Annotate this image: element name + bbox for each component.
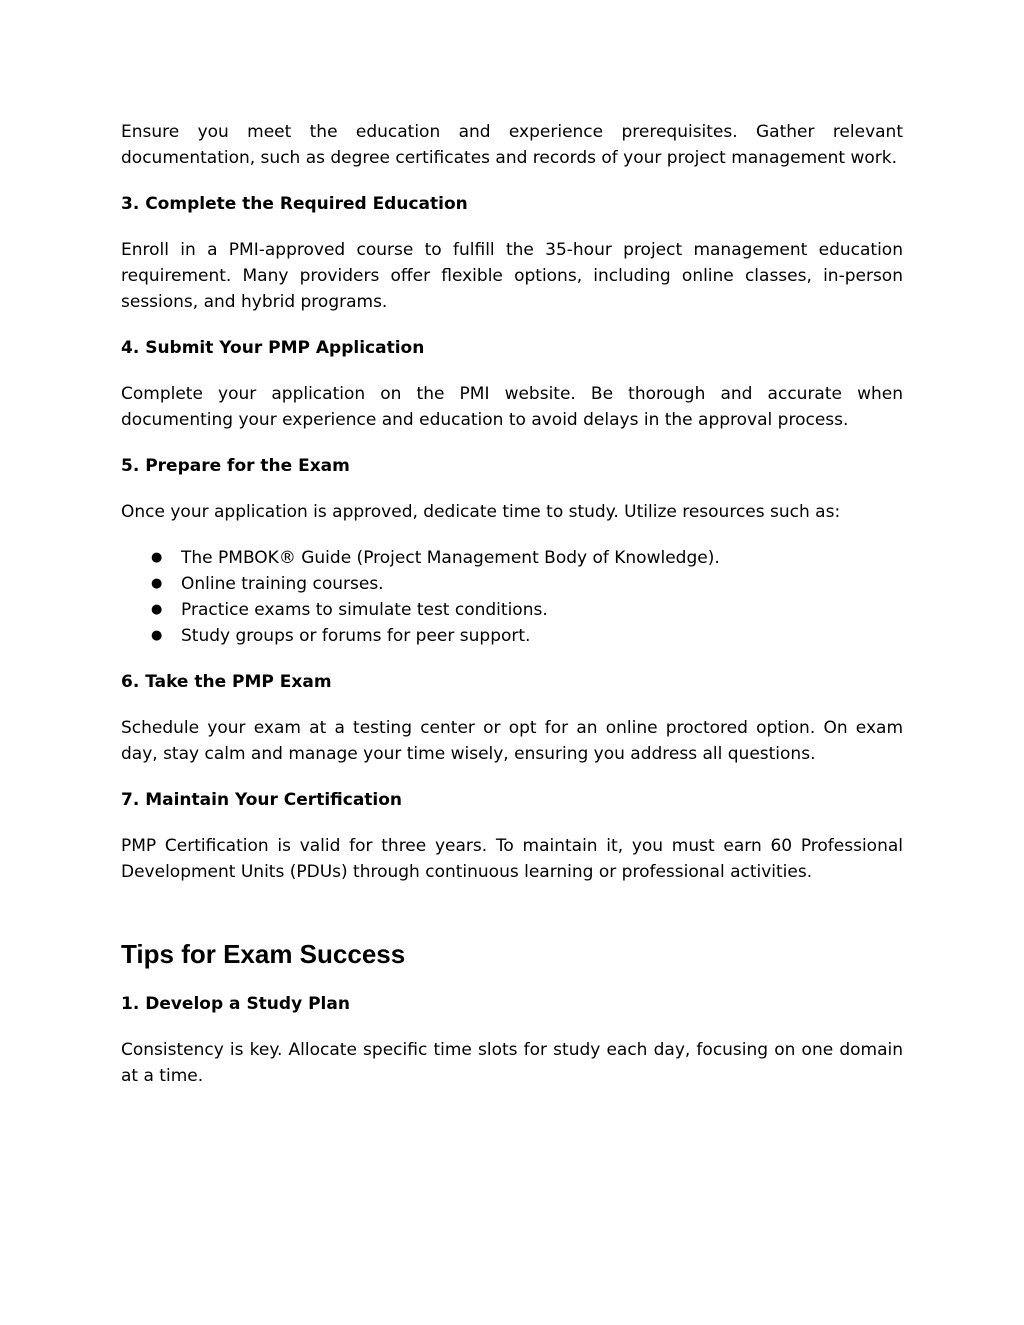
document-page <box>121 119 903 1089</box>
list-item-text: The PMBOK® Guide (Project Management Body of Knowledge). <box>181 548 720 568</box>
list-item <box>121 597 903 623</box>
step-7-heading: 7. Maintain Your Certification <box>121 790 403 810</box>
list-item-text: Practice exams to simulate test conditions. <box>181 600 548 620</box>
list-item <box>121 623 903 649</box>
list-item <box>121 571 903 597</box>
step-6-heading: 6. Take the PMP Exam <box>121 672 332 692</box>
bullet-icon: ● <box>151 602 163 617</box>
step-5-heading: 5. Prepare for the Exam <box>121 456 350 476</box>
step-7-paragraph: PMP Certification is valid for three years. To maintain it, you must earn 60 Professional Development Units (PDUs) through continuous learning or professional activities. <box>121 836 903 882</box>
step-3-paragraph: Enroll in a PMI-approved course to fulfill the 35-hour project management education requirement. Many providers offer flexible options, including online classes, in-person sessions, and hybrid programs. <box>121 240 903 312</box>
bullet-icon: ● <box>151 550 163 565</box>
step-4-paragraph: Complete your application on the PMI website. Be thorough and accurate when documenting your experience and education to avoid delays in the approval process. <box>121 384 903 430</box>
section-spacer <box>121 885 903 937</box>
bullet-icon: ● <box>151 576 163 591</box>
step-4-heading: 4. Submit Your PMP Application <box>121 338 425 358</box>
step-5-paragraph: Once your application is approved, dedicate time to study. Utilize resources such as: <box>121 502 841 522</box>
intro-paragraph: Ensure you meet the education and experience prerequisites. Gather relevant documentation, such as degree certificates and records of your project management work. <box>121 122 903 168</box>
list-item-text: Study groups or forums for peer support. <box>181 626 531 646</box>
step-6-paragraph: Schedule your exam at a testing center or opt for an online proctored option. On exam day, stay calm and manage your time wisely, ensuring you address all questions. <box>121 718 903 764</box>
study-resources-list <box>121 545 903 649</box>
bullet-icon: ● <box>151 628 163 643</box>
list-item-text: Online training courses. <box>181 574 384 594</box>
step-3-heading: 3. Complete the Required Education <box>121 194 468 214</box>
tip-1-paragraph: Consistency is key. Allocate specific time slots for study each day, focusing on one domain at a time. <box>121 1040 903 1086</box>
tips-section-title: Tips for Exam Success <box>121 939 406 969</box>
tip-1-heading: 1. Develop a Study Plan <box>121 994 350 1014</box>
list-item <box>121 545 903 571</box>
